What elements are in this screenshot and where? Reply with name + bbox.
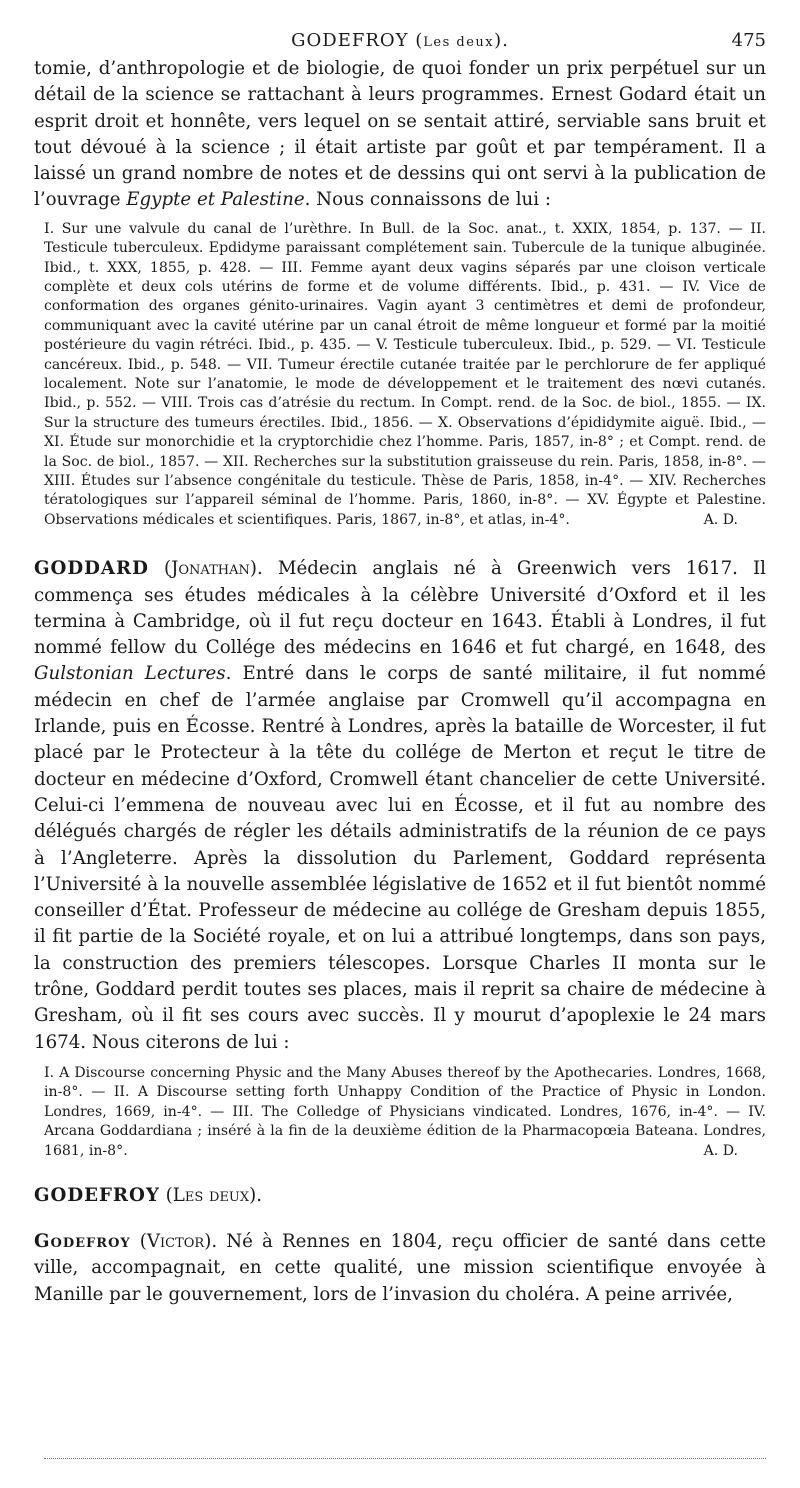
bibliography-text: I. Sur une valvule du canal de l’urèthre. In Bull. de la Soc. anat., t. XXIX, 1854, p. 137. — II. Testicule tuberculeux. Epdidyme paraissant complétement sain. Tubercule de la tunique albuginée. Ibid., t. XXX, 1855, p. 428. — III. Femme ayant deux vagins séparés par une cloison verticale complète et deux cols utérins de forme et de volume différents. Ibid., p. 431. — IV. Vice de conformation des organes génito-urinaires. Vagin ayant 3 centimètres et demi de profondeur, communiquant avec la cavité utérine par un canal étroit de même longueur et formé par la moitié postérieure du vagin rétréci. Ibid., p. 435. — V. Testicule tuberculeux. Ibid., p. 529. — VI. Testicule cancéreux. Ibid., p. 548. — VII. Tumeur érectile cutanée traitée par le perchlorure de fer appliqué localement. Note sur l’anatomie, le mode de développement et le traitement des nœvi cutanés. Ibid., p. 552. — VIII. Trois cas d’atrésie du rectum. In Compt. rend. de la Soc. de biol., 1855. — IX. Sur la structure des tumeurs érectiles. Ibid., 1856. — X. Observations d’épididymite aiguë. Ibid., — XI. Étude sur monorchidie et la cryptorchidie chez l’homme. Paris, 1857, in-8° ; et Compt. rend. de la Soc. de biol., 1857. — XII. Recherches sur la substitution graisseuse du rein. Paris, 1858, in-8°. — XIII. Études sur l’absence congénitale du testicule. Thèse de Paris, 1858, in-4°. — XIV. Recherches tératologiques sur l’appareil séminal de l’homme. Paris, 1860, in-8°. — XV. Égypte et Palestine. Observations médicales et scientifiques. Paris, 1867, in-8°, et atlas, in-4°. bbox=[44, 220, 766, 528]
lectures-title: Gulstonian Lectures bbox=[34, 663, 226, 685]
footer-dotted-rule bbox=[44, 1458, 766, 1463]
page bbox=[34, 22, 766, 1308]
victor-entry: Godefroy (Victor). Né à Rennes en 1804, reçu officier de santé dans cette ville, accompagnait, en cette qualité, une mission scientifique envoyée à Manille par le gouvernement, lors de l’invasion du choléra. A peine arrivée, bbox=[34, 1230, 766, 1305]
running-title: GODEFROY (Les deux). bbox=[291, 30, 509, 51]
continuation-paragraph: tomie, d’anthropologie et de biologie, de quoi fonder un prix perpétuel sur un détail de la science se rattachant à leurs programmes. Ernest Godard était un esprit droit et honnête, vers lequel on se sentait attiré, serviable sans bruit et tout dévoué à la science ; il était artiste par goût et par tempérament. Il a laissé un grand nombre de notes et de dessins qui ont servi à la publication de l’ouvrage Egypte et Palestine. Nous connaissons de lui : bbox=[34, 58, 766, 211]
subentry-headword: Godefroy bbox=[34, 1230, 131, 1252]
entry-first-name: Jonathan bbox=[171, 558, 250, 580]
bibliography-text: I. A Discourse concerning Physic and the Many Abuses thereof by the Apothecaries. Londres, 1668, in-8°. — II. A Discourse setting forth Unhappy Condition of the Practice of Physic in London. Londres, 1669, in-4°. — III. The Colledge of Physicians vindicated. Londres, 1676, in-4°. — IV. Arcana Goddardiana ; inséré à la fin de la deuxième édition de la Pharmacopœia Bateana. Londres, 1681, in-8°. bbox=[44, 1064, 766, 1159]
subentry-first-name: Victor bbox=[146, 1230, 205, 1252]
book-title: Egypte et Palestine bbox=[126, 189, 305, 211]
section-headword: GODEFROY bbox=[34, 1184, 160, 1206]
goddard-bibliography bbox=[34, 1064, 766, 1161]
running-header bbox=[34, 22, 766, 56]
author-signature: A. D. bbox=[703, 511, 738, 528]
page-number: 475 bbox=[731, 30, 766, 51]
entry-headword: GODDARD bbox=[34, 558, 149, 580]
godefroy-section-heading: GODEFROY (Les deux). bbox=[34, 1184, 263, 1206]
author-signature: A. D. bbox=[703, 1142, 738, 1159]
section-qualifier: Les deux bbox=[172, 1184, 250, 1206]
godard-bibliography bbox=[34, 220, 766, 531]
goddard-entry: GODDARD (Jonathan). Médecin anglais né à Greenwich vers 1617. Il commença ses études médicales à la célèbre Université d’Oxford et il les termina à Cambridge, où il fut reçu docteur en 1643. Établi à Londres, il fut nommé fellow du Collége des médecins en 1646 et fut chargé, en 1648, des Gulstonian Lectures. Entré dans le corps de santé militaire, il fut nommé médecin en chef de l’armée anglaise par Cromwell qu’il accompagna en Irlande, puis en Écosse. Rentré à Londres, après la bataille de Worcester, il fut placé par le Protecteur à la tête du collége de Merton et reçut le titre de docteur en médecine d’Oxford, Cromwell étant chancelier de cette Université. Celui-ci l’emmena de nouveau avec lui en Écosse, et il fut au nombre des délégués chargés de régler les détails administratifs de la réunion de ce pays à l’Angleterre. Après la dissolution du Parlement, Goddard représenta l’Université à la nouvelle assemblée législative de 1652 et il fut bientôt nommé conseiller d’État. Professeur de médecine au collége de Gresham depuis 1855, il fit partie de la Société royale, et on lui a attribué longtemps, dans son pays, la construction des premiers télescopes. Lorsque Charles II monta sur le trône, Goddard perdit toutes ses places, mais il reprit sa chaire de médecine à Gresham, où il fit ses cours avec succès. Il y mourut d’apoplexie le 24 mars 1674. Nous citerons de lui : bbox=[34, 558, 766, 1053]
running-title-small-caps: Les deux bbox=[423, 35, 495, 50]
